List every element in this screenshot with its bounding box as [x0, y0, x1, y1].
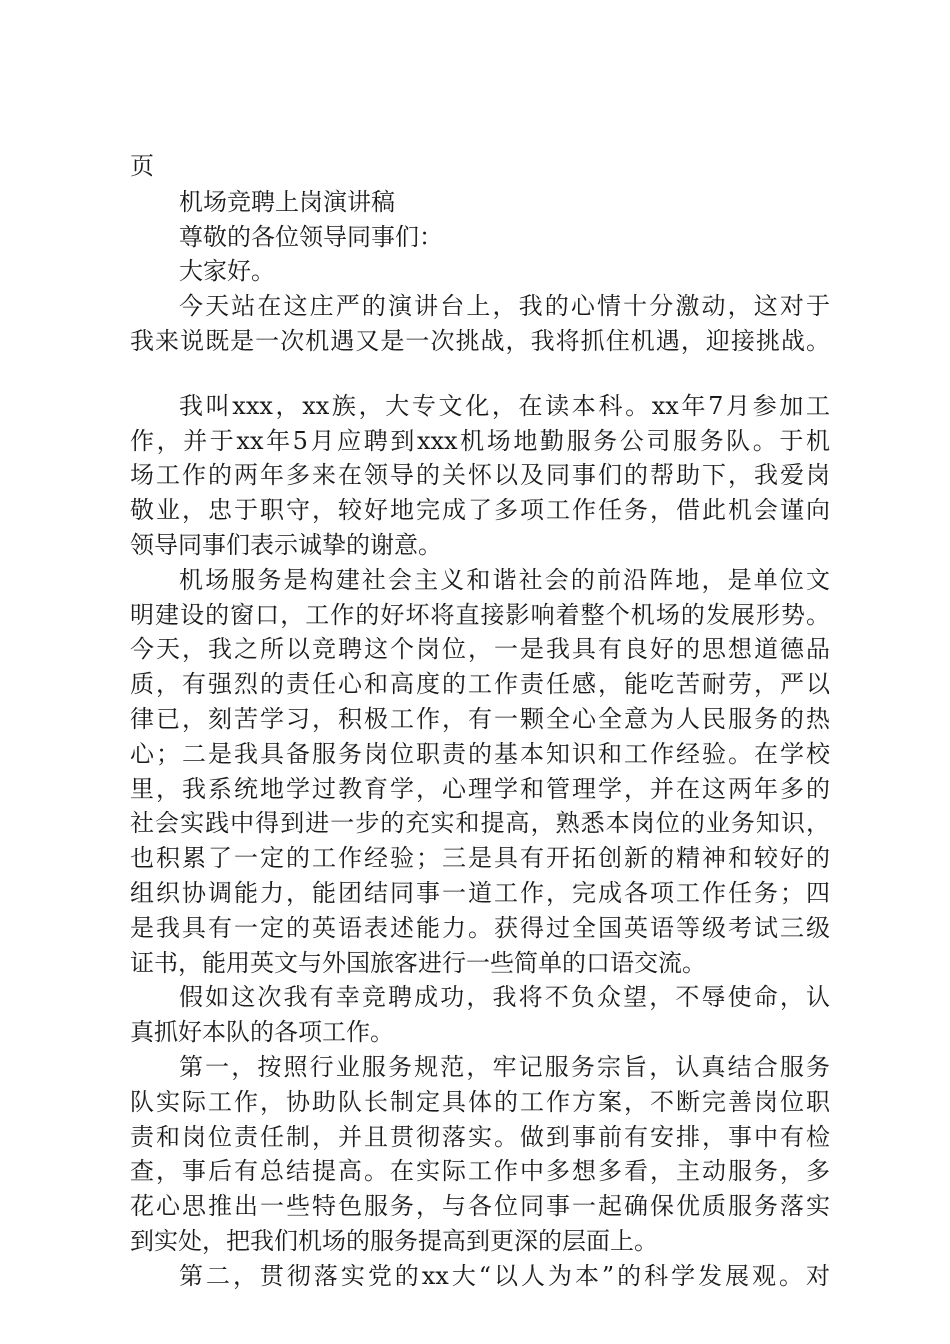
- paragraph-line: 假如这次我有幸竞聘成功，我将不负众望，不辱使命，认: [179, 983, 830, 1012]
- paragraph-line: 今天站在这庄严的演讲台上，我的心情十分激动，这对于: [179, 292, 830, 321]
- paragraph-line: 机场服务是构建社会主义和谐社会的前沿阵地，是单位文: [179, 565, 830, 594]
- speech-title: 机场竞聘上岗演讲稿: [179, 187, 395, 216]
- paragraph-line: 花心思推出一些特色服务，与各位同事一起确保优质服务落实: [130, 1192, 830, 1221]
- paragraph-line: 到实处，把我们机场的服务提高到更深的层面上。: [130, 1226, 658, 1255]
- paragraph-commitment: [130, 980, 830, 1050]
- paragraph-line: 里，我系统地学过教育学，心理学和管理学，并在这两年多的: [130, 774, 830, 803]
- page-header-mark: 页: [130, 152, 154, 180]
- paragraph-line: 第二，贯彻落实党的xx大“以人为本”的科学发展观。对: [179, 1261, 830, 1290]
- paragraph-second-point: [130, 1259, 830, 1294]
- paragraph-line: 明建设的窗口，工作的好坏将直接影响着整个机场的发展形势。: [130, 600, 830, 629]
- paragraph-line: 第一，按照行业服务规范，牢记服务宗旨，认真结合服务: [179, 1052, 830, 1081]
- paragraph-line: 今天，我之所以竞聘这个岗位，一是我具有良好的思想道德品: [130, 635, 830, 664]
- salutation: 尊敬的各位领导同事们：: [179, 222, 443, 251]
- paragraph-line: 责和岗位责任制，并且贯彻落实。做到事前有安排，事中有检: [130, 1122, 830, 1151]
- paragraph-line: 我来说既是一次机遇又是一次挑战，我将抓住机遇，迎接挑战。: [130, 326, 830, 355]
- paragraph-line: 社会实践中得到进一步的充实和提高，熟悉本岗位的业务知识，: [130, 809, 830, 838]
- paragraph-line: 队实际工作，协助队长制定具体的工作方案，不断完善岗位职: [130, 1087, 830, 1116]
- paragraph-gap: [130, 359, 830, 389]
- paragraph-line: 律已，刻苦学习，积极工作，有一颗全心全意为人民服务的热: [130, 704, 830, 733]
- document-page: [130, 149, 830, 1294]
- paragraph-line: 组织协调能力，能团结同事一道工作，完成各项工作任务；四: [130, 878, 830, 907]
- paragraph-line: 证书，能用英文与外国旅客进行一些简单的口语交流。: [130, 948, 706, 977]
- paragraph-line: 真抓好本队的各项工作。: [130, 1018, 394, 1047]
- paragraph-line: 查，事后有总结提高。在实际工作中多想多看，主动服务，多: [130, 1157, 830, 1186]
- paragraph-self-intro: [130, 389, 830, 563]
- paragraph-line: 是我具有一定的英语表述能力。获得过全国英语等级考试三级: [130, 913, 830, 942]
- paragraph-line: 领导同事们表示诚挚的谢意。: [130, 530, 442, 559]
- paragraph-line: 敬业，忠于职守，较好地完成了多项工作任务，借此机会谨向: [130, 496, 830, 525]
- paragraph-first-point: [130, 1050, 830, 1259]
- paragraph-line: 作，并于xx年5月应聘到xxx机场地勤服务公司服务队。于机: [130, 426, 830, 455]
- paragraph-line: 心；二是我具备服务岗位职责的基本知识和工作经验。在学校: [130, 739, 830, 768]
- paragraph-line: 我叫xxx，xx族，大专文化，在读本科。xx年7月参加工: [179, 391, 830, 420]
- paragraph-line: 质，有强烈的责任心和高度的工作责任感，能吃苦耐劳，严以: [130, 670, 830, 699]
- paragraph-opening: [130, 289, 830, 359]
- paragraph-line: 场工作的两年多来在领导的关怀以及同事们的帮助下，我爱岗: [130, 461, 830, 490]
- paragraph-reasons: [130, 563, 830, 981]
- paragraph-line: 也积累了一定的工作经验；三是具有开拓创新的精神和较好的: [130, 844, 830, 873]
- greeting: 大家好。: [179, 257, 275, 286]
